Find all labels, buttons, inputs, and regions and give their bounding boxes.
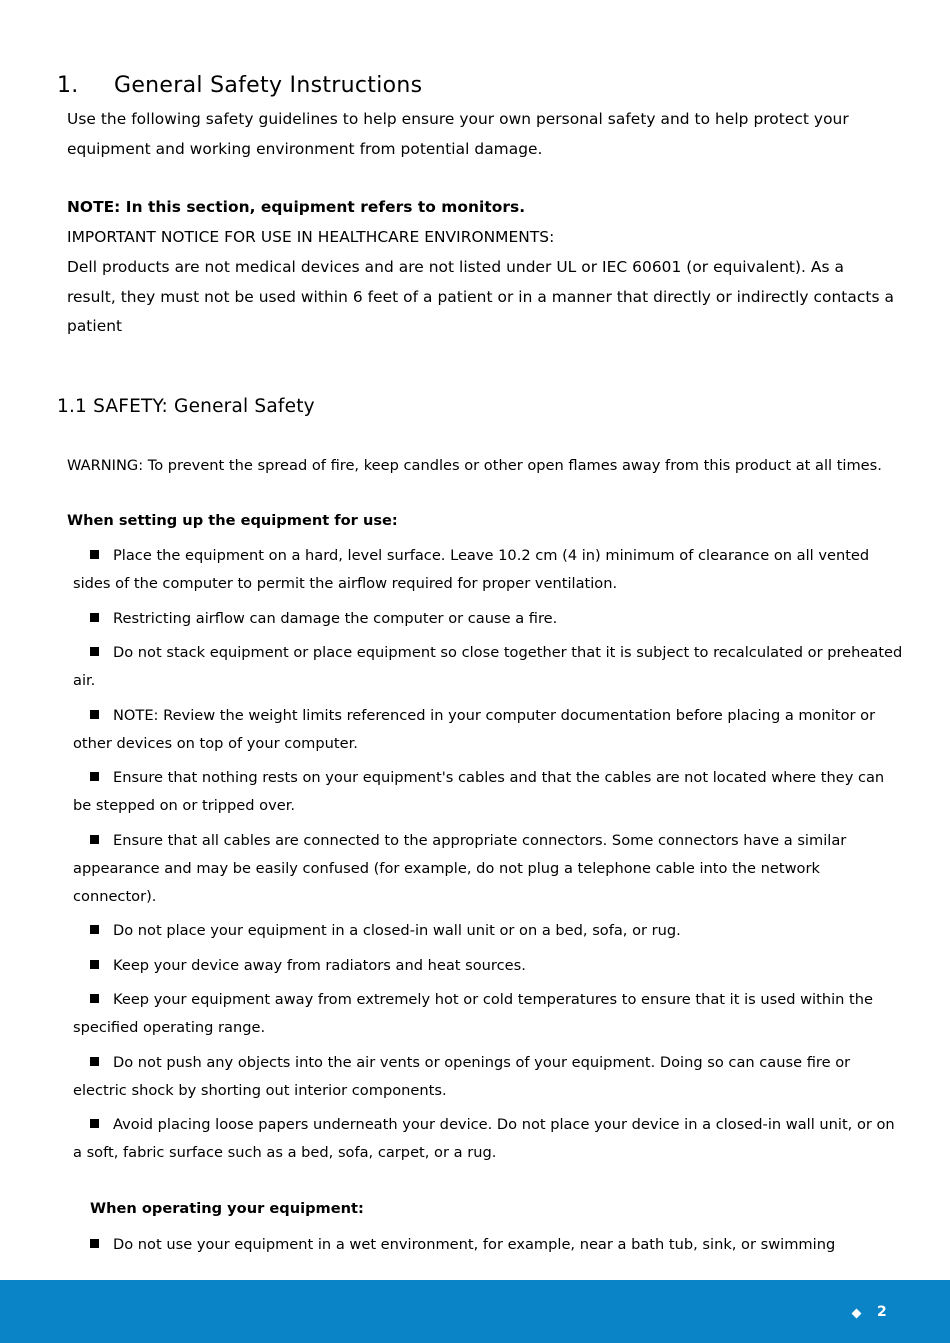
square-bullet-icon [90, 1057, 99, 1066]
section-number: 1. [57, 73, 79, 98]
square-bullet-icon [90, 925, 99, 934]
page-number: 2 [877, 1304, 887, 1320]
square-bullet-icon [90, 1119, 99, 1128]
list-item: Avoid placing loose papers underneath your device. Do not place your device in a closed-in wall unit, or on a soft, fabric surface such as a bed, sofa, carpet, or a rug. [73, 1116, 895, 1161]
square-bullet-icon [90, 994, 99, 1003]
square-bullet-icon [90, 1239, 99, 1248]
operating-heading: When operating your equipment: [90, 1200, 364, 1217]
list-item: Ensure that nothing rests on your equipment's cables and that the cables are not located where they can be stepped on or tripped over. [73, 769, 885, 814]
dell-notice-paragraph: Dell products are not medical devices and are not listed under UL or IEC 60601 (or equivalent). As a result, they must not be used within 6 feet of a patient or in a manner that directly or indirectly contacts a patient [67, 258, 894, 335]
list-item: Do not push any objects into the air vents or openings of your equipment. Doing so can cause fire or electric shock by shorting out interior components. [73, 1053, 851, 1099]
warning-paragraph: WARNING: To prevent the spread of fire, keep candles or other open flames away from this product at all times. [67, 457, 882, 474]
list-item: Keep your device away from radiators and heat sources. [73, 952, 905, 980]
section-heading [57, 73, 422, 98]
note-paragraph: NOTE: In this section, equipment refers to monitors. [67, 198, 526, 216]
list-item: Keep your equipment away from extremely hot or cold temperatures to ensure that it is used within the specified operating range. [73, 991, 873, 1036]
list-item: Do not stack equipment or place equipment so close together that it is subject to recalculated or preheated air. [73, 644, 903, 689]
square-bullet-icon [90, 613, 99, 622]
section-title: General Safety Instructions [114, 73, 423, 98]
list-item: Restricting airflow can damage the computer or cause a fire. [73, 605, 905, 633]
square-bullet-icon [90, 647, 99, 656]
list-item: Do not use your equipment in a wet environment, for example, near a bath tub, sink, or swimming [73, 1231, 905, 1259]
square-bullet-icon [90, 835, 99, 844]
setup-list [73, 542, 905, 1174]
square-bullet-icon [90, 772, 99, 781]
setup-heading: When setting up the equipment for use: [67, 512, 398, 529]
diamond-icon [852, 1309, 862, 1319]
important-notice: IMPORTANT NOTICE FOR USE IN HEALTHCARE ENVIRONMENTS: [67, 228, 555, 246]
list-item: Place the equipment on a hard, level surface. Leave 10.2 cm (4 in) minimum of clearance on all vented sides of the computer to permit the airflow required for proper ventilation. [73, 547, 870, 592]
square-bullet-icon [90, 960, 99, 969]
square-bullet-icon [90, 710, 99, 719]
list-item: NOTE: Review the weight limits referenced in your computer documentation before placing a monitor or other devices on top of your computer. [73, 706, 876, 752]
footer-bar [0, 1280, 950, 1343]
list-item: Ensure that all cables are connected to the appropriate connectors. Some connectors have a similar appearance and may be easily confused (for example, do not plug a telephone cable into the network connector). [73, 831, 847, 905]
subsection-title: 1.1 SAFETY: General Safety [57, 396, 315, 417]
list-item: Do not place your equipment in a closed-in wall unit or on a bed, sofa, or rug. [73, 917, 905, 945]
square-bullet-icon [90, 550, 99, 559]
intro-paragraph: Use the following safety guidelines to help ensure your own personal safety and to help protect your equipment and working environment from potential damage. [67, 110, 849, 158]
